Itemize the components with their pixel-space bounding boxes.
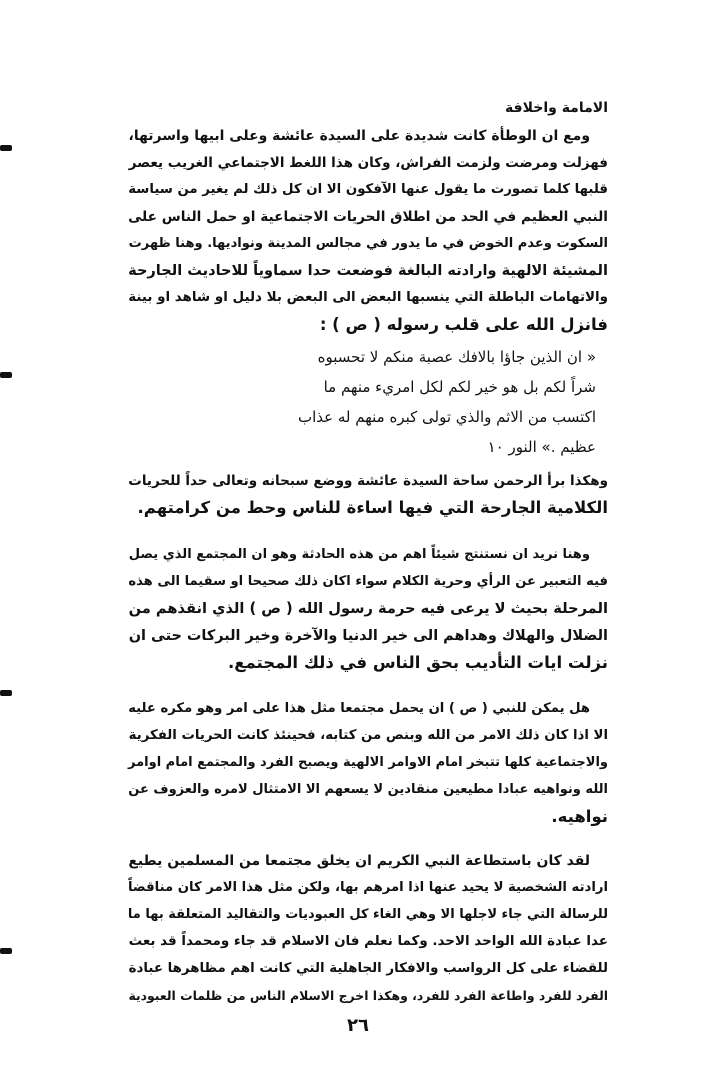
text-line: الله ونواهيه عبادا مطيعين منقادين لا يسعهم الا الامتثال لامره والعزوف عن [128,782,608,797]
text-line: السكوت وعدم الخوض في ما يدور في مجالس المدينة ونواديها. وهنا ظهرت [128,236,608,251]
scan-mark [0,372,12,378]
text-line: ومع ان الوطأة كانت شديدة على السيدة عائشة وعلى ابيها واسرتها، [128,128,590,144]
quran-verse-line: شراً لكم بل هو خير لكم لكل امريء منهم ما [323,378,596,396]
text-line: ارادته الشخصية لا يحيد عنها اذا امرهم بها، ولكن مثل هذا الامر كان مناقضاً [127,880,608,895]
text-line: وهنا نريد ان نستنتج شيئاً اهم من هذه الحادثة وهو ان المجتمع الذي يصل [128,547,590,562]
text-line: والاجتماعية كلها تتبخر امام الاوامر الالهية ويصبح الفرد والمجتمع امام اوامر [128,755,608,770]
text-line: فانزل الله على قلب رسوله ( ص ) : [319,315,608,334]
text-line: قلبها كلما تصورت ما يقول عنها الآفكون الا ان كل ذلك لم يغير من سياسة [128,182,608,197]
text-line: الكلامية الجارحة التي فيها اساءة للناس وحط من كرامتهم. [137,498,608,517]
text-line: نزلت ايات التأديب بحق الناس في ذلك المجتمع. [227,653,608,672]
scan-mark [0,948,12,954]
text-line: المرحلة بحيث لا يرعى فيه حرمة رسول الله ( ص ) الذي انقذهم من [128,600,608,617]
text-line: الضلال والهلاك وهداهم الى خير الدنيا والآخرة وخير البركات حتى ان [128,628,608,644]
text-line: النبي العظيم في الحد من اطلاق الحريات الاجتماعية او حمل الناس على [128,209,608,225]
scan-mark [0,145,12,151]
scan-mark [0,690,12,696]
text-line: المشيئة الالهية وارادته البالغة فوضعت حدا سماوياً للاحاديث الجارحة [128,262,608,279]
text-line: والاتهامات الباطلة التي ينسبها البعض الى البعض بلا دليل او شاهد او بينة [128,290,608,305]
running-header: الامامة واخلافة [504,100,608,116]
quran-verse-line: « ان الذين جاؤا بالافك عصبة منكم لا تحسبوه [317,348,596,366]
text-line: وهكذا برأ الرحمن ساحة السيدة عائشة ووضع سبحانه وتعالى حداً للحريات [128,473,608,489]
text-line: للقضاء على كل الرواسب والافكار الجاهلية التي كانت اهم مظاهرها عبادة [128,961,608,976]
text-line: فهزلت ومرضت ولزمت الفراش، وكان هذا اللغط الاجتماعي الغريب يعصر [128,155,608,171]
quran-verse-line: اكتسب من الاثم والذي تولى كبره منهم له عذاب [297,408,596,426]
text-line: الفرد للفرد واطاعة الفرد للفرد، وهكذا اخرج الاسلام الناس من ظلمات العبودية [128,988,608,1003]
text-line: نواهيه. [551,807,608,826]
text-line: لقد كان باستطاعة النبي الكريم ان يخلق مجتمعا من المسلمين يطيع [128,853,590,869]
text-line: الا اذا كان ذلك الامر من الله وبنص من كتابه، فحينئذ كانت الحريات الفكرية [128,728,608,743]
page-text [128,0,608,1066]
text-line: فيه التعبير عن الرأي وحرية الكلام سواء اكان ذلك صحيحا او سقيما الى هذه [128,574,608,589]
text-line: للرسالة التي جاء لاجلها الا وهي الغاء كل العبوديات والتقاليد المتعلقة بها ما [127,907,608,922]
text-line: عدا عبادة الله الواحد الاحد. وكما نعلم فان الاسلام قد جاء ومحمداً قد بعث [128,934,608,949]
page-number: ٢٦ [347,1015,369,1036]
text-line: هل يمكن للنبي ( ص ) ان يحمل مجتمعا مثل هذا على امر وهو مكره عليه [128,701,590,716]
quran-verse-line: عظيم .» النور ١٠ [487,438,596,456]
